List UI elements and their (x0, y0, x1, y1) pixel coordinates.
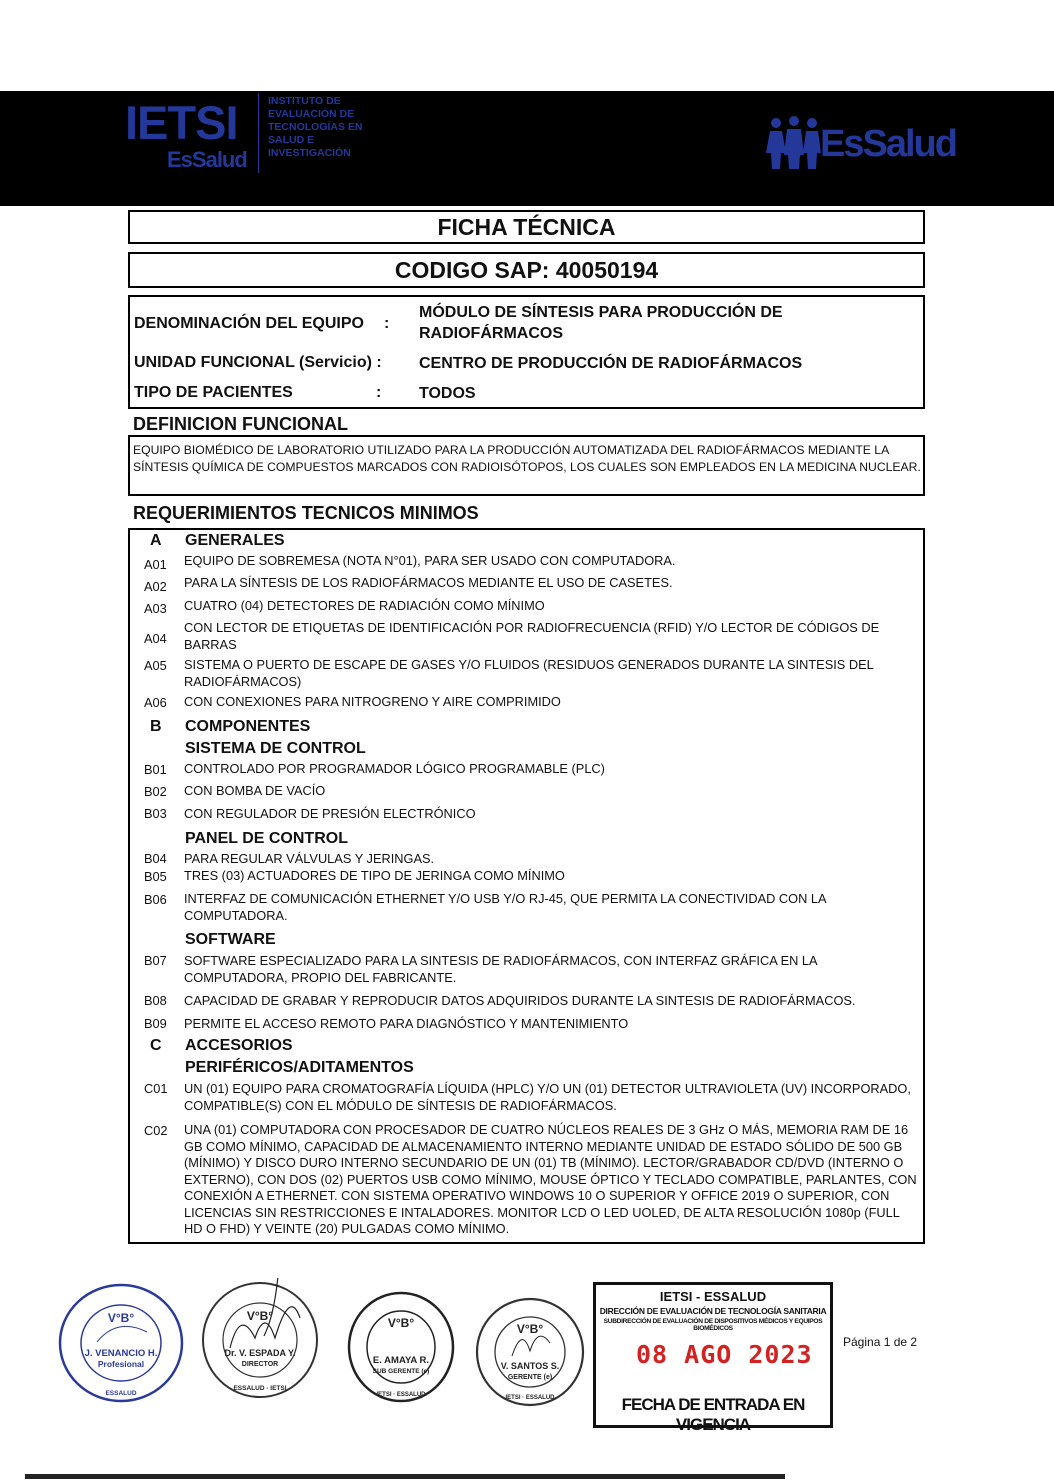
stamp-espada (200, 1278, 320, 1400)
tipo-label: TIPO DE PACIENTES (134, 384, 293, 401)
req-a03: CUATRO (04) DETECTORES DE RADIACIÓN COMO MÍNIMO (184, 598, 545, 613)
req-c01: UN (01) EQUIPO PARA CROMATOGRAFÍA LÍQUIDA (HPLC) Y/O UN (01) DETECTOR ULTRAVIOLETA (UV) INCORPORADO, COMPATIBLE(S) CON EL MÓDULO DE SÍNTESIS DE RADIOFÁRMACOS. (184, 1081, 911, 1113)
req-b02: CON BOMBA DE VACÍO (184, 783, 326, 798)
section-a-letter: A (150, 532, 162, 549)
stamp4-center: V°B° (516, 1322, 544, 1336)
vigencia-org: IETSI - ESSALUD (659, 1289, 767, 1304)
definicion-title: DEFINICION FUNCIONAL (133, 414, 348, 434)
code-a05: A05 (144, 658, 167, 673)
stamp3-bottom: IETSI · ESSALUD (376, 1392, 426, 1398)
code-a03: A03 (144, 601, 167, 616)
section-a-title: GENERALES (185, 532, 285, 549)
stamp4-role: GERENTE (e) (507, 1374, 553, 1381)
ietsi-logo-sub: EsSalud (167, 147, 247, 172)
stamp2-name: Dr. V. ESPADA Y. (224, 1348, 296, 1358)
stamp1-center: V°B° (107, 1311, 135, 1325)
requerimientos-title: REQUERIMIENTOS TECNICOS MINIMOS (133, 503, 479, 523)
essalud-logo-text: EsSalud (820, 123, 956, 165)
req-b05: TRES (03) ACTUADORES DE TIPO DE JERINGA COMO MÍNIMO (184, 868, 565, 883)
logo-divider (258, 93, 259, 173)
code-b08: B08 (144, 993, 167, 1008)
code-c01: C01 (144, 1081, 168, 1096)
stamp-amaya (346, 1290, 456, 1405)
page-title: FICHA TÉCNICA (128, 210, 925, 244)
bottom-edge-bar (25, 1474, 785, 1479)
subsection-software: SOFTWARE (185, 931, 276, 948)
equipment-info-box (128, 295, 925, 409)
essalud-logo (766, 113, 956, 173)
req-a01: EQUIPO DE SOBREMESA (NOTA N°01), PARA SER USADO CON COMPUTADORA. (184, 553, 676, 568)
stamp4-name: V. SANTOS S. (500, 1361, 560, 1371)
vigencia-subdireccion: SUBDIRECCIÓN DE EVALUACIÓN DE DISPOSITIVOS MÉDICOS Y EQUIPOS BIOMÉDICOS (603, 1318, 823, 1332)
denominacion-colon: : (384, 315, 390, 332)
vigencia-label: FECHA DE ENTRADA EN VIGENCIA (621, 1395, 805, 1434)
tipo-colon: : (376, 384, 382, 401)
code-b02: B02 (144, 784, 167, 799)
unidad-label: UNIDAD FUNCIONAL (Servicio) : (134, 354, 382, 371)
definicion-text: EQUIPO BIOMÉDICO DE LABORATORIO UTILIZADO PARA LA PRODUCCIÓN AUTOMATIZADA DEL RADIOFÁRMACOS MEDIANTE LA SÍNTESIS QUÍMICA DE COMPUESTOS MARCADOS CON RADIOISÓTOPOS, LOS CUALES SON EMPLEADOS EN LA MEDICINA NUCLEAR. (133, 443, 921, 474)
section-c-letter: C (150, 1037, 162, 1054)
section-b-title: COMPONENTES (185, 718, 311, 735)
section-b-letter: B (150, 718, 162, 735)
tipo-value: TODOS (419, 385, 476, 402)
family-figures-icon (766, 115, 822, 171)
req-b06: INTERFAZ DE COMUNICACIÓN ETHERNET Y/O USB Y/O RJ-45, QUE PERMITA LA CONECTIVIDAD CON LA COMPUTADORA. (184, 891, 826, 923)
code-b04: B04 (144, 851, 167, 866)
requerimientos-box (128, 528, 925, 1244)
ietsi-logo-text: IETSI (125, 96, 238, 149)
stamp1-bottom: ESSALUD (105, 1390, 137, 1397)
req-a05: SISTEMA O PUERTO DE ESCAPE DE GASES Y/O FLUIDOS (RESIDUOS GENERADOS DURANTE LA SINTESIS DEL RADIOFÁRMACOS) (184, 657, 874, 689)
stamp3-name: E. AMAYA R. (372, 1355, 430, 1366)
codigo-sap: CODIGO SAP: 40050194 (128, 252, 925, 288)
stamp1-name: J. VENANCIO H. (84, 1348, 158, 1359)
section-c-title: ACCESORIOS (185, 1037, 293, 1054)
vigencia-date: 08 AGO 2023 (636, 1340, 813, 1369)
ietsi-logo (125, 96, 255, 179)
req-b01: CONTROLADO POR PROGRAMADOR LÓGICO PROGRAMABLE (PLC) (184, 761, 605, 776)
code-b06: B06 (144, 892, 167, 907)
code-b09: B09 (144, 1016, 167, 1031)
req-a02: PARA LA SÍNTESIS DE LOS RADIOFÁRMACOS MEDIANTE EL USO DE CASETES. (184, 575, 673, 590)
denominacion-label: DENOMINACIÓN DEL EQUIPO (134, 315, 364, 332)
req-a04: CON LECTOR DE ETIQUETAS DE IDENTIFICACIÓN POR RADIOFRECUENCIA (RFID) Y/O LECTOR DE CÓDIGOS DE BARRAS (184, 620, 880, 652)
stamp2-center: V°B° (246, 1309, 274, 1323)
subsection-control: SISTEMA DE CONTROL (185, 740, 366, 757)
unidad-value: CENTRO DE PRODUCCIÓN DE RADIOFÁRMACOS (419, 355, 803, 372)
stamp2-bottom: ESSALUD · IETSI (233, 1385, 287, 1392)
vigencia-direccion: DIRECCIÓN DE EVALUACIÓN DE TECNOLOGÍA SANITARIA (599, 1306, 827, 1316)
stamp3-role: SUB GERENTE (e) (372, 1368, 430, 1375)
req-b08: CAPACIDAD DE GRABAR Y REPRODUCIR DATOS ADQUIRIDOS DURANTE LA SINTESIS DE RADIOFÁRMACOS. (184, 993, 856, 1008)
denominacion-value: MÓDULO DE SÍNTESIS PARA PRODUCCIÓN DE RADIOFÁRMACOS (419, 304, 783, 342)
definicion-box (128, 435, 925, 496)
stamp2-role: DIRECTOR (241, 1361, 279, 1368)
subsection-perifericos: PERIFÉRICOS/ADITAMENTOS (185, 1059, 414, 1076)
code-b07: B07 (144, 953, 167, 968)
stamp4-bottom: IETSI · ESSALUD (505, 1395, 555, 1401)
stamp-venancio (57, 1282, 185, 1404)
code-b05: B05 (144, 869, 167, 884)
req-b03: CON REGULADOR DE PRESIÓN ELECTRÓNICO (184, 806, 476, 821)
req-b04: PARA REGULAR VÁLVULAS Y JERINGAS. (184, 851, 435, 866)
vigencia-stamp (593, 1282, 833, 1434)
req-b09: PERMITE EL ACCESO REMOTO PARA DIAGNÓSTICO Y MANTENIMIENTO (184, 1016, 629, 1031)
stamp1-role: Profesional (97, 1359, 145, 1369)
req-c02: UNA (01) COMPUTADORA CON PROCESADOR DE CUATRO NÚCLEOS REALES DE 3 GHz O MÁS, MEMORIA RAM DE 16 GB COMO MÍNIMO, CAPACIDAD DE ALMACENAMIENTO INTERNO MEDIANTE UNIDAD DE ESTADO SÓLIDO DE 500 GB (MÍNIMO) Y DISCO DURO INTERNO SECUNDARIO DE UN (01) TB (MÍNIMO). LECTOR/GRABADOR CD/DVD (INTERNO O EXTERNO), CON DOS (02) PUERTOS USB COMO MÍNIMO, MOUSE ÓPTICO Y TECLADO COMPATIBLE, PARLANTES, CON CONEXIÓN A ETHERNET. CON SISTEMA OPERATIVO WINDOWS 10 O SUPERIOR Y OFFICE 2019 O SUPERIOR, CON LICENCIAS SIN RESTRICCIONES E INTALADORES. MONITOR LCD O LED UOLED, DE ALTA RESOLUCIÓN 1080p (FULL HD O FHD) Y VEINTE (20) PULGADAS COMO MÍNIMO. (184, 1122, 917, 1236)
stamp-santos (474, 1296, 586, 1408)
header-bar (0, 91, 1054, 206)
code-a04: A04 (144, 631, 167, 646)
code-a02: A02 (144, 579, 167, 594)
code-b01: B01 (144, 762, 167, 777)
req-b07: SOFTWARE ESPECIALIZADO PARA LA SINTESIS DE RADIOFÁRMACOS, CON INTERFAZ GRÁFICA EN LA COMPUTADORA, PROPIO DEL FABRICANTE. (184, 953, 817, 985)
stamp3-center: V°B° (387, 1316, 415, 1330)
req-a06: CON CONEXIONES PARA NITROGRENO Y AIRE COMPRIMIDO (184, 694, 561, 709)
code-a06: A06 (144, 695, 167, 710)
page-number: Página 1 de 2 (843, 1335, 918, 1349)
subsection-panel: PANEL DE CONTROL (185, 830, 348, 847)
code-c02: C02 (144, 1123, 168, 1138)
code-b03: B03 (144, 806, 167, 821)
code-a01: A01 (144, 557, 167, 572)
ietsi-full-name: INSTITUTO DE EVALUACIÓN DE TECNOLOGÍAS EN SALUD E INVESTIGACIÓN (268, 95, 363, 159)
